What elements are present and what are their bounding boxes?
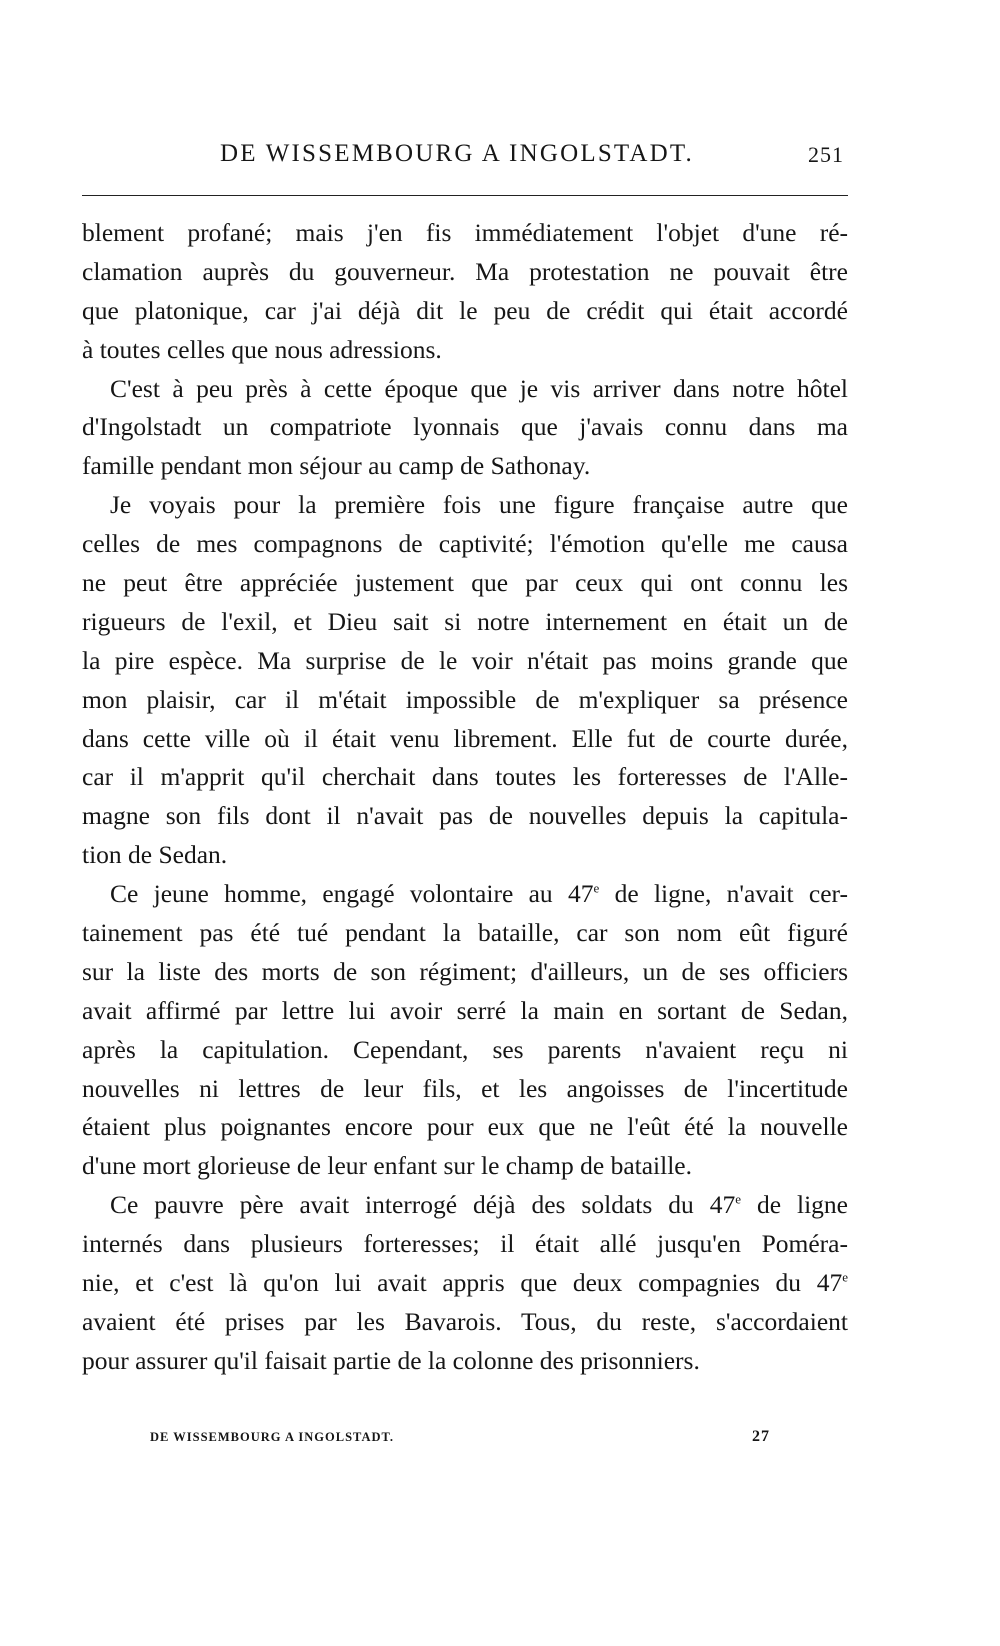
paragraph (82, 875, 848, 1186)
text-line: sur la liste des morts de son régiment; d'ailleurs, un de ses officiers (82, 956, 848, 986)
text-line: nouvelles ni lettres de leur fils, et les angoisses de l'incertitude (82, 1073, 848, 1103)
paragraph (82, 486, 848, 875)
text-line: d'une mort glorieuse de leur enfant sur le champ de bataille. (82, 1151, 692, 1181)
signature-line (150, 1430, 770, 1454)
running-title: DE WISSEMBOURG A INGOLSTADT. (220, 140, 694, 167)
text-line: ne peut être appréciée justement que par ceux qui ont connu les (82, 568, 848, 598)
paragraph (82, 370, 848, 487)
signature-number: 27 (752, 1428, 770, 1445)
text-line: la pire espèce. Ma surprise de le voir n'était pas moins grande que (82, 645, 848, 675)
running-head (82, 136, 848, 176)
body-text (82, 214, 848, 1381)
text-line: tainement pas été tué pendant la bataille, car son nom eût figuré (82, 918, 848, 948)
text-line: internés dans plusieurs forteresses; il était allé jusqu'en Poméra- (82, 1229, 848, 1259)
text-line: nie, et c'est là qu'on lui avait appris que deux compagnies du 47e (82, 1268, 848, 1298)
text-line: avaient été prises par les Bavarois. Tous, du reste, s'accordaient (82, 1306, 848, 1336)
signature-title: DE WISSEMBOURG A INGOLSTADT. (150, 1430, 395, 1444)
text-line: Ce jeune homme, engagé volontaire au 47e de ligne, n'avait cer- (110, 879, 848, 909)
text-line: mon plaisir, car il m'était impossible de m'expliquer sa présence (82, 684, 848, 714)
text-line: que platonique, car j'ai déjà dit le peu de crédit qui était accordé (82, 295, 848, 325)
paragraph (82, 214, 848, 370)
page-number: 251 (808, 142, 844, 167)
text-line: C'est à peu près à cette époque que je vis arriver dans notre hôtel (110, 373, 848, 403)
text-line: avait affirmé par lettre lui avoir serré la main en sortant de Sedan, (82, 995, 848, 1025)
paragraph (82, 1186, 848, 1380)
text-line: celles de mes compagnons de captivité; l'émotion qu'elle me causa (82, 529, 848, 559)
text-line: clamation auprès du gouverneur. Ma protestation ne pouvait être (82, 256, 848, 286)
text-line: magne son fils dont il n'avait pas de nouvelles depuis la capitula- (82, 801, 848, 831)
text-line: après la capitulation. Cependant, ses parents n'avaient reçu ni (82, 1034, 848, 1064)
text-line: blement profané; mais j'en fis immédiatement l'objet d'une ré- (82, 218, 848, 247)
text-line: rigueurs de l'exil, et Dieu sait si notre internement en était un de (82, 606, 848, 636)
header-rule (82, 195, 848, 196)
text-line: famille pendant mon séjour au camp de Sathonay. (82, 451, 591, 481)
text-line: Je voyais pour la première fois une figure française autre que (110, 490, 848, 520)
text-line: d'Ingolstadt un compatriote lyonnais que j'avais connu dans ma (82, 412, 848, 442)
text-line: à toutes celles que nous adressions. (82, 334, 442, 364)
text-line: pour assurer qu'il faisait partie de la colonne des prisonniers. (82, 1345, 700, 1375)
text-line: car il m'apprit qu'il cherchait dans toutes les forteresses de l'Alle- (82, 762, 848, 792)
text-line: Ce pauvre père avait interrogé déjà des soldats du 47e de ligne (110, 1190, 848, 1220)
text-line: étaient plus poignantes encore pour eux que ne l'eût été la nouvelle (82, 1112, 848, 1142)
text-line: tion de Sedan. (82, 840, 228, 870)
text-line: dans cette ville où il était venu librement. Elle fut de courte durée, (82, 723, 848, 753)
